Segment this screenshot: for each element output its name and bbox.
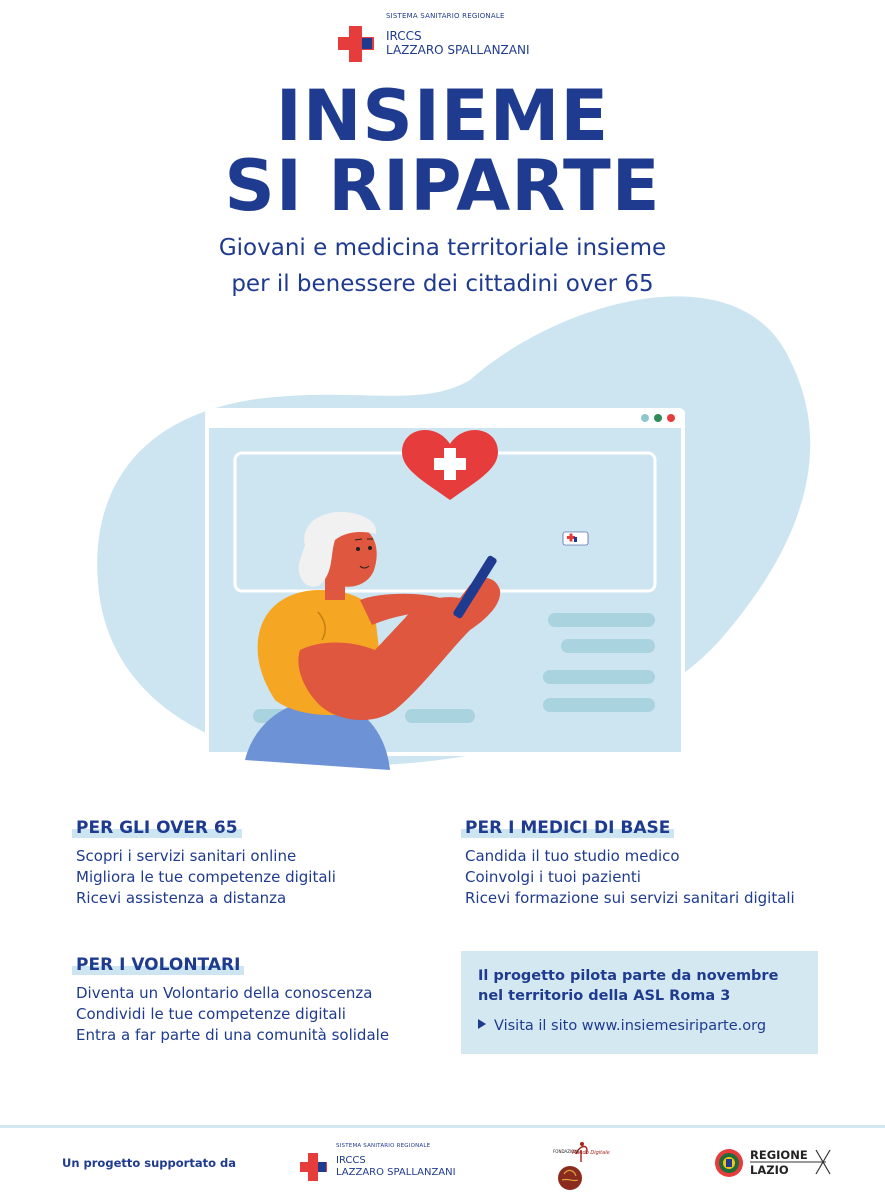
subtitle-line2: per il benessere dei cittadini over 65 xyxy=(231,271,654,297)
fondazione-label: FONDAZIONE xyxy=(553,1149,580,1154)
footer-logo-fondazione-mondo-digitale xyxy=(550,1140,620,1192)
section-list xyxy=(72,846,336,909)
list-item: Candida il tuo studio medico xyxy=(465,847,680,865)
page-title-line2: SI RIPARTE xyxy=(224,145,661,227)
fondazione-emblem-icon xyxy=(550,1140,620,1192)
lazio-label: LAZIO xyxy=(750,1163,789,1177)
mondo-digitale-label: Mondo Digitale xyxy=(572,1150,610,1156)
section-medici xyxy=(461,818,795,909)
footer-divider xyxy=(0,1125,885,1128)
header-logo-spallanzani xyxy=(338,12,558,62)
window-dot-blue xyxy=(641,414,649,422)
logo-system-label: SISTEMA SANITARIO REGIONALE xyxy=(386,12,505,20)
blue-square-icon xyxy=(362,38,372,49)
subtitle-line1: Giovani e medicina territoriale insieme xyxy=(218,235,667,261)
page-title-line1: INSIEME xyxy=(275,75,610,157)
section-over65 xyxy=(72,818,336,909)
list-item: Ricevi formazione sui servizi sanitari digitali xyxy=(465,889,795,907)
section-list xyxy=(72,983,389,1046)
list-item: Scopri i servizi sanitari online xyxy=(76,847,297,865)
logo-system-label: SISTEMA SANITARIO REGIONALE xyxy=(336,1143,431,1149)
section-heading: PER I MEDICI DI BASE xyxy=(461,818,674,838)
content-bar xyxy=(543,670,655,684)
content-bar xyxy=(405,709,475,723)
section-heading: PER GLI OVER 65 xyxy=(72,818,242,838)
content-bar xyxy=(561,639,655,653)
regione-label: REGIONE xyxy=(750,1148,808,1162)
window-dot-red xyxy=(667,414,675,422)
play-arrow-icon xyxy=(478,1019,486,1029)
logo-line1: IRCCS xyxy=(386,29,422,43)
footer-logo-regione-lazio xyxy=(714,1146,834,1182)
footer-supported-by: Un progetto supportato da xyxy=(62,1156,236,1170)
section-heading: PER I VOLONTARI xyxy=(72,955,244,975)
website-link[interactable] xyxy=(478,1018,766,1034)
logo-line2: LAZZARO SPALLANZANI xyxy=(336,1167,456,1178)
list-item: Entra a far parte di una comunità solidale xyxy=(76,1026,390,1044)
hero-illustration xyxy=(0,290,885,790)
content-bar xyxy=(543,698,655,712)
section-list xyxy=(461,846,795,909)
list-item: Diventa un Volontario della conoscenza xyxy=(76,984,373,1002)
window-dot-green xyxy=(654,414,662,422)
info-line1: Il progetto pilota parte da novembre xyxy=(478,968,779,984)
footer-logo-spallanzani xyxy=(300,1143,470,1183)
blue-square-icon xyxy=(318,1162,326,1172)
info-text xyxy=(478,966,778,1006)
logo-line1: IRCCS xyxy=(336,1155,366,1166)
logo-line2: LAZZARO SPALLANZANI xyxy=(386,43,530,57)
section-volontari xyxy=(72,955,389,1046)
list-item: Coinvolgi i tuoi pazienti xyxy=(465,868,641,886)
content-bar xyxy=(548,613,655,627)
info-box xyxy=(461,951,818,1054)
info-line2: nel territorio della ASL Roma 3 xyxy=(478,988,731,1004)
website-link-label: Visita il sito www.insiemesiriparte.org xyxy=(494,1018,767,1034)
list-item: Ricevi assistenza a distanza xyxy=(76,889,287,907)
list-item: Condividi le tue competenze digitali xyxy=(76,1005,346,1023)
list-item: Migliora le tue competenze digitali xyxy=(76,868,336,886)
